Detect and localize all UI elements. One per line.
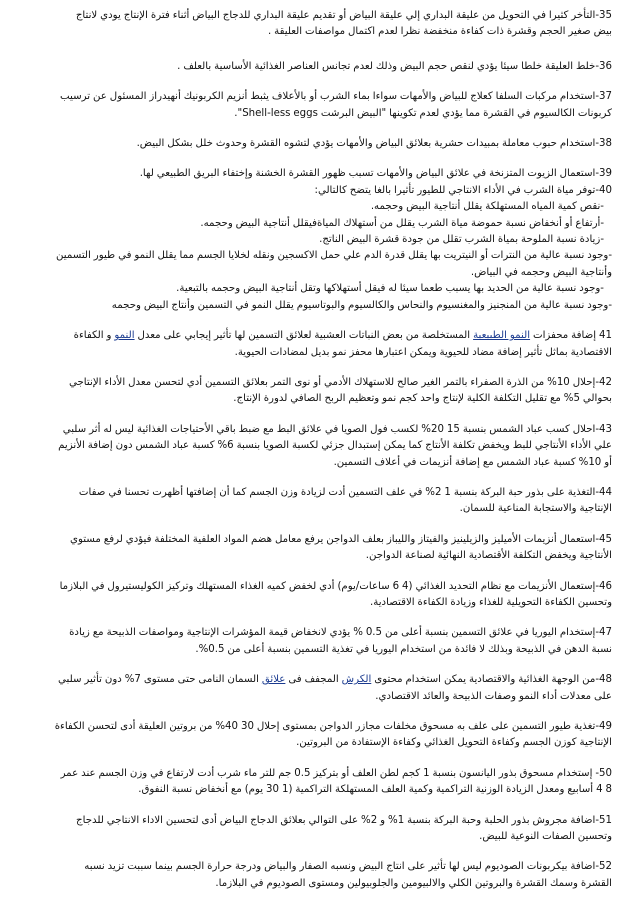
- paragraph-line: أو 10% كسبة عباد الشمس مع إضافة أنزيمات في أعلاف التسمين.: [333, 456, 612, 468]
- paragraph-line: 8 4 أسابيع ومعدل الزيادة الوزنية التراكمية وكمية العلف المستهلكة التراكمية (1 30 يوم) مع أنخفاض نسبة النفوق.: [138, 784, 612, 796]
- paragraph-line: 50- إستخدام مسحوق بذور اليانسون بنسبة 1 كجم لطن العلف أو بتركيز 0.5 جم للتر ماء شرب أدت لارتفاع في وزن الجسم عند عمر: [60, 767, 612, 779]
- paragraph-line: الإنتاجية والاستجابة المناعية للسمان.: [459, 503, 612, 515]
- list-item: -أرتفاع أو أنخفاض نسبة حموضة مياة الشرب يقلل من أستهلاك المياةفيقلل أنتاجية البيض وحجمه.: [200, 217, 604, 229]
- paragraph-line: 49-تغذية طيور التسمين على علف به مسحوق مخلفات مجازر الدواجن بمستوى إحلال 30 40% من بروتين العليقة أدى لتحسن الكفاءة: [54, 721, 612, 732]
- paragraph-line: 52-اضافة بيكربونات الصوديوم ليس لها تأثير على انتاج البيض ونسبه الصفار والبياض ودرجة حرارة الجسم بينما سببت تزيد نسبه: [84, 861, 612, 873]
- paragraph-line: 46-إستعمال الأنزيمات مع نظام التحديد الغذائي (4 6 ساعات/يوم) أدي لخفض كميه الغذاء المستهلك وتركيز الكوليستيرول في البلازما: [59, 580, 612, 592]
- list-item: -نقص كمية المياه المستهلكة يقلل أنتاجية البيض وحجمه.: [370, 201, 604, 213]
- list-item: -وجود نسبة عالية من الحديد بها يسبب طعما سيئا له فيقل أستهلاكها وتقل أنتاجية البيض وحجمه بالتبعية.: [176, 283, 604, 295]
- paragraph-line: وتحسين الكفاءة التحويلية للغذاء وزيادة الكفاءة الاقتصادية.: [370, 596, 612, 608]
- paragraph-line: 44-التغذية على بذور حبة البركة بنسبة 1 2% في علف التسمين أدت لزيادة وزن الجسم كما أن إضافتها أظهرت تحسنا في صفات: [78, 486, 612, 498]
- paragraph-47: [28, 625, 612, 658]
- paragraph-line: الاقتصادية بماثل تأثير إضافة مضاد للحيوية ويمكن اعتبارها محفز نمو بديل لمضادات الحيوية.: [234, 346, 612, 358]
- paragraph-line: وتحسين الصفات النوعية للبيض.: [479, 831, 612, 843]
- paragraph-line: 51-اضافة مجروش بذور الحلبة وحبة البركة بنسبة 1% و 2% على التوالي بعلائق الدجاج البياض أدى لتحسين الاداء الانتاجي للدجاج: [76, 814, 612, 826]
- paragraph-line: علي الأداء الأنتاجي للبط ويخفض تكلفة الأنتاج كما يمكن إستبدال جزئي لكسبة الصويا بنسبة 6% كسبة عباد الشمس دون إضافة الأنزيم: [58, 440, 612, 452]
- paragraph-50: [28, 766, 612, 799]
- paragraph-line: الإنتاجية كوزن الجسم وكفاءة التحويل الغذائي وكفاءة الإستفادة من البروتين.: [296, 737, 612, 749]
- paragraph-51: [28, 813, 612, 846]
- paragraph-41: [28, 328, 612, 361]
- paragraph-line: 42-إحلال 10% من الذرة الصفراء بالتمر الغير صالح للاستهلاك الأدمي أو نوى التمر بعلائق التسمين أدي لتحسن معدل الأداء الإنتاجي: [69, 376, 612, 388]
- paragraph-44: [28, 485, 612, 518]
- paragraph-line: 38-استخدام حبوب معاملة بمبيدات حشرية بعلائق البياض والأمهات يؤدي لتشوه القشرة وحدوث خلل بشكل البيض.: [136, 138, 612, 150]
- link-rations[interactable]: علائق: [261, 674, 286, 686]
- text-span: السمان النامى حتى مستوى 7% دون تأثير سلبي: [58, 674, 262, 686]
- paragraph-line: بيض صغير الحجم وقشرة ذات كفاءة منخفضة نظرا لعدم اكتمال مواصفات العليقة .: [267, 26, 612, 38]
- link-natural-growth[interactable]: النمو الطبيعية: [473, 330, 531, 342]
- paragraph-line: 43-احلال كسب عباد الشمس بنسبة 15 20% لكسب فول الصويا في علائق البط مع ضبط باقي الأحتياجات الغذائية ليس له أثر سلبي: [62, 423, 612, 435]
- paragraph-35: [28, 8, 612, 41]
- paragraph-36: [28, 59, 612, 75]
- paragraph-52: [28, 859, 612, 892]
- paragraph-42: [28, 375, 612, 408]
- paragraph-line: الأنتاجية ويخفض التكلفة الأقتصادية النهائية لصناعة الدواجن.: [365, 550, 612, 562]
- paragraph-line: بحوالي 5% مع تقليل التكلفة الكلية لإنتاج واحد كجم نمو وتعظيم الربح الصافي لدورة الإنتاج.: [233, 393, 612, 405]
- list-item: -زيادة نسبة الملوحة بمياة الشرب تقلل من جودة قشرة البيض الناتج.: [319, 234, 604, 246]
- paragraph-line: [28, 328, 612, 344]
- text-span: 41 إضافة محفزات: [530, 330, 612, 342]
- paragraph-line: [28, 672, 612, 688]
- paragraph-45: [28, 532, 612, 565]
- paragraph-line: 39-استعمال الزيوت المتزنخة في علائق البياض والأمهات تسبب ظهور القشرة الخشنة وإختفاء البريق الطبيعي لها.: [139, 168, 612, 180]
- paragraph-line: 37-استخدام مركبات السلفا كعلاج للبياض والأمهات سواءا بماء الشرب أو بالأعلاف يثبط أنزيم الكربونيك أنهيدراز المسئول عن ترسيب: [60, 91, 612, 103]
- paragraph-37: [28, 89, 612, 122]
- paragraph-line: 36-خلط العليقة خلطا سيئا يؤدي لنقص حجم البيض وذلك لعدم تجانس العناصر الغذائية الأساسية بالعلف .: [177, 60, 612, 72]
- paragraph-49: [28, 719, 612, 752]
- text-span: 48-من الوجهة الغذائية والاقتصادية يمكن استخدام محتوى: [371, 674, 612, 686]
- paragraph-line: 40-توفر مياة الشرب في الأداء الانتاجي للطيور تأثيرا بالغا يتضح كالتالي:: [314, 184, 612, 196]
- paragraph-line: كربونات الكالسيوم في القشرة مما يؤدي لعدم تكوينها "البيض البرشت Shell-less eggs".: [234, 107, 612, 119]
- paragraph-line: 35-التأخر كثيرا في التحويل من عليقة البداري إلي عليقة البياض أو تقديم عليقة البداري للدجاج البياض أثناء فترة الإنتاج يودي لانتاج: [75, 10, 612, 21]
- paragraph-line: 45-استعمال أنزيمات الأميليز والزيلينيز والفيتاز والليباز بعلف الدواجن يرفع معامل هضم المواد العلفية المختلفة فيؤدي لرفع مستوي: [69, 533, 612, 545]
- paragraph-46: [28, 579, 612, 612]
- paragraph-40: [28, 183, 612, 314]
- text-span: المجفف فى: [285, 674, 342, 686]
- paragraph-48: [28, 672, 612, 705]
- paragraph-line: على معدلات أداء النمو وصفات الذبيحة والعائد الاقتصادي.: [375, 690, 612, 702]
- text-span: المستخلصة من بعض النباتات العشبية لعلائق التسمين لها تأثير إيجابي على معدل: [134, 330, 474, 342]
- link-rumen[interactable]: الكرش: [341, 674, 372, 686]
- text-span: و الكفاءة: [73, 330, 115, 342]
- paragraph-39: [28, 166, 612, 182]
- list-item: -وجود نسبة عالية من المنجنيز والمغنسيوم والنحاس والكالسيوم والبوتاسيوم يقلل النمو في التسمين وأنتاج البيض وحجمه: [111, 299, 612, 311]
- paragraph-line: 47-إستخدام اليوريا في علائق التسمين بنسبة أعلى من 0.5 % يؤدي لانخفاض قيمة المؤشرات الإنتاجية ومواصفات الذبيحة مع زيادة: [69, 627, 612, 639]
- paragraph-43: [28, 422, 612, 471]
- list-item: وأنتاجية البيض وحجمه في البياض.: [470, 266, 612, 278]
- paragraph-38: [28, 136, 612, 152]
- link-growth[interactable]: النمو: [114, 330, 135, 342]
- paragraph-line: القشرة وسمك القشرة والبروتين الكلي والالبيومين والجلوبيولين ومستوى الصوديوم في البلازما.: [215, 877, 612, 889]
- paragraph-line: نسبة الدهن في الذبيحة وبذلك لا فائدة من استخدام اليوريا في تغذية التسمين بنسبة أعلى من 0.5%.: [195, 643, 612, 655]
- list-item: -وجود نسبة عالية من النترات أو النيتريت بها يقلل قدرة الدم علي حمل الاكسجين ونقله لخلايا الجسم مما يقلل النمو في طيور التسمين: [56, 250, 612, 262]
